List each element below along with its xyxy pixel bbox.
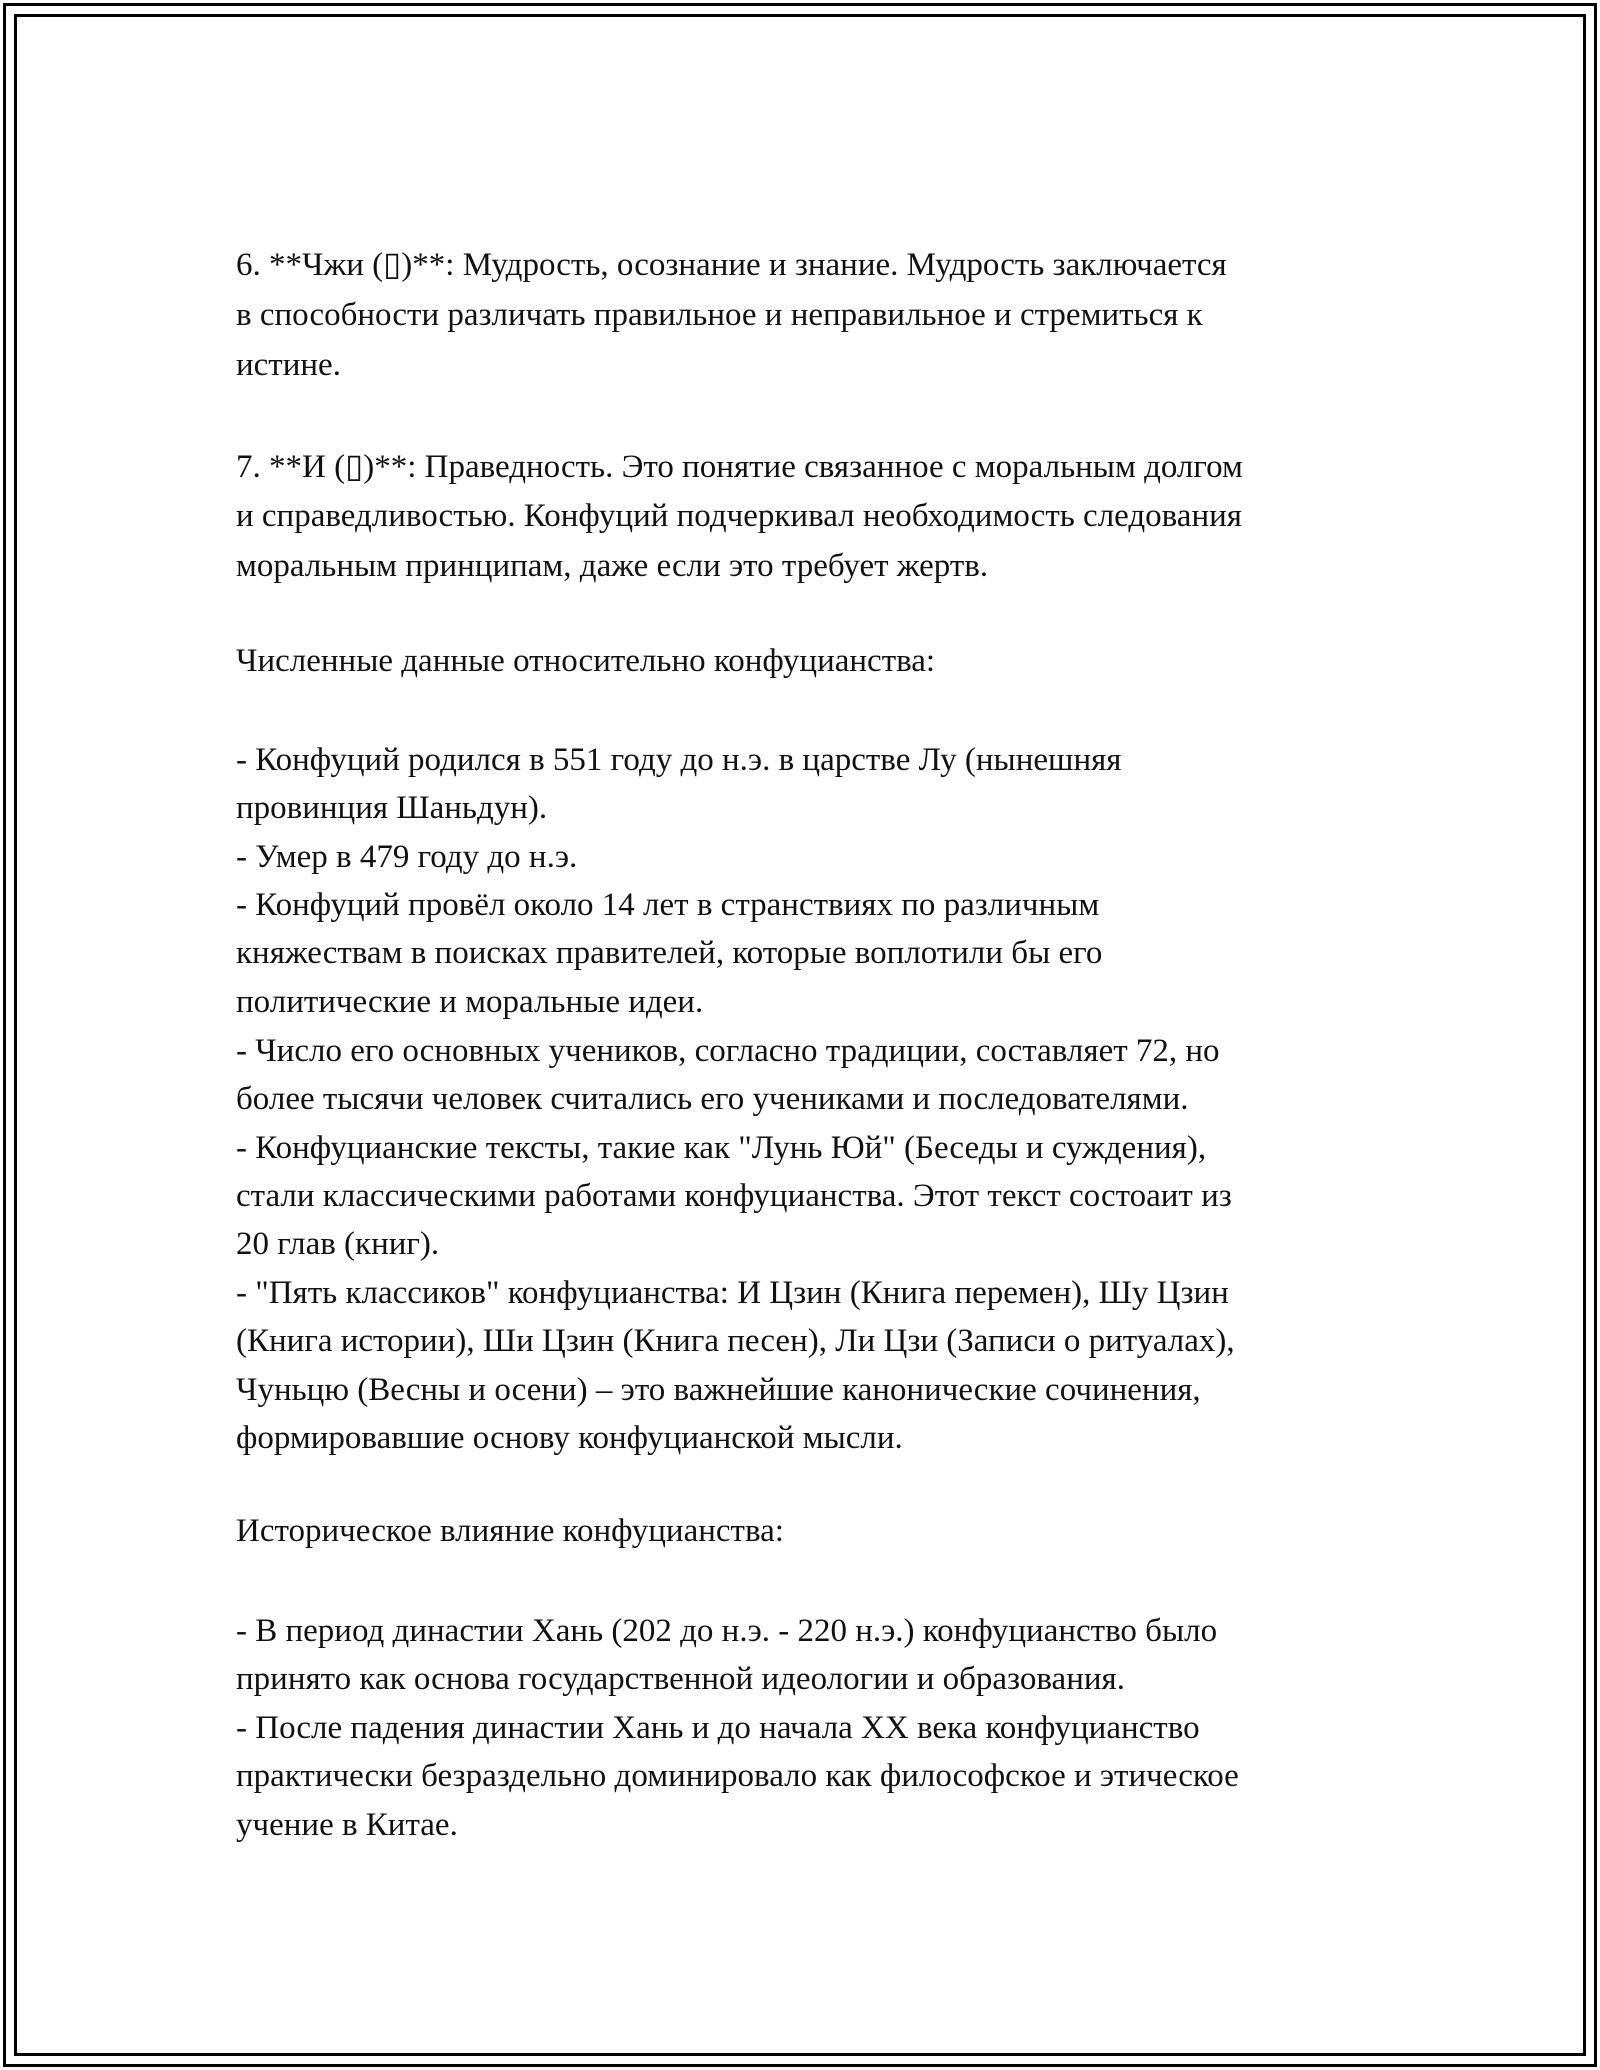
list-line: практически безраздельно доминировало как философское и этическое <box>236 1758 1239 1794</box>
paragraph-line: и справедливостью. Конфуций подчеркивал необходимость следования <box>236 498 1242 534</box>
list-line: 20 глав (книг). <box>236 1226 440 1262</box>
list-line: - В период династии Хань (202 до н.э. - 220 н.э.) конфуцианство было <box>236 1613 1218 1649</box>
list-line: княжествам в поисках правителей, которые воплотили бы его <box>236 935 1103 971</box>
list-line: (Книга истории), Ши Цзин (Книга песен), Ли Цзи (Записи о ритуалах), <box>236 1323 1235 1359</box>
paragraph-line: в способности различать правильное и неправильное и стремиться к <box>236 297 1203 333</box>
list-line: - Конфуцианские тексты, такие как "Лунь Юй" (Беседы и суждения), <box>236 1130 1207 1166</box>
section-heading-numeric-data: Численные данные относительно конфуцианства: <box>236 643 936 679</box>
list-line: формировавшие основу конфуцианской мысли. <box>236 1420 903 1456</box>
list-line: политические и моральные идеи. <box>236 984 704 1020</box>
list-line: принято как основа государственной идеологии и образования. <box>236 1661 1125 1697</box>
list-line: провинция Шаньдун). <box>236 790 548 826</box>
paragraph-line: 7. **И (▯)**: Праведность. Это понятие связанное с моральным долгом <box>236 449 1243 485</box>
list-line: более тысячи человек считались его учениками и последователями. <box>236 1081 1189 1117</box>
paragraph-line: 6. **Чжи (▯)**: Мудрость, осознание и знание. Мудрость заключается <box>236 247 1227 283</box>
list-line: - Конфуций провёл около 14 лет в странствиях по различным <box>236 887 1100 923</box>
list-line: - "Пять классиков" конфуцианства: И Цзин (Книга перемен), Шу Цзин <box>236 1275 1229 1311</box>
list-line: - После падения династии Хань и до начала XX века конфуцианство <box>236 1710 1200 1746</box>
list-line: учение в Китае. <box>236 1807 458 1843</box>
list-line: Чуньцю (Весны и осени) – это важнейшие канонические сочинения, <box>236 1372 1201 1408</box>
list-line: стали классическими работами конфуцианства. Этот текст состоаит из <box>236 1178 1232 1214</box>
list-line: - Конфуций родился в 551 году до н.э. в царстве Лу (нынешняя <box>236 742 1122 778</box>
list-line: - Умер в 479 году до н.э. <box>236 839 578 875</box>
list-line: - Число его основных учеников, согласно традиции, составляет 72, но <box>236 1033 1220 1069</box>
paragraph-line: моральным принципам, даже если это требует жертв. <box>236 548 989 584</box>
section-heading-historical-influence: Историческое влияние конфуцианства: <box>236 1513 784 1549</box>
paragraph-line: истине. <box>236 347 341 383</box>
